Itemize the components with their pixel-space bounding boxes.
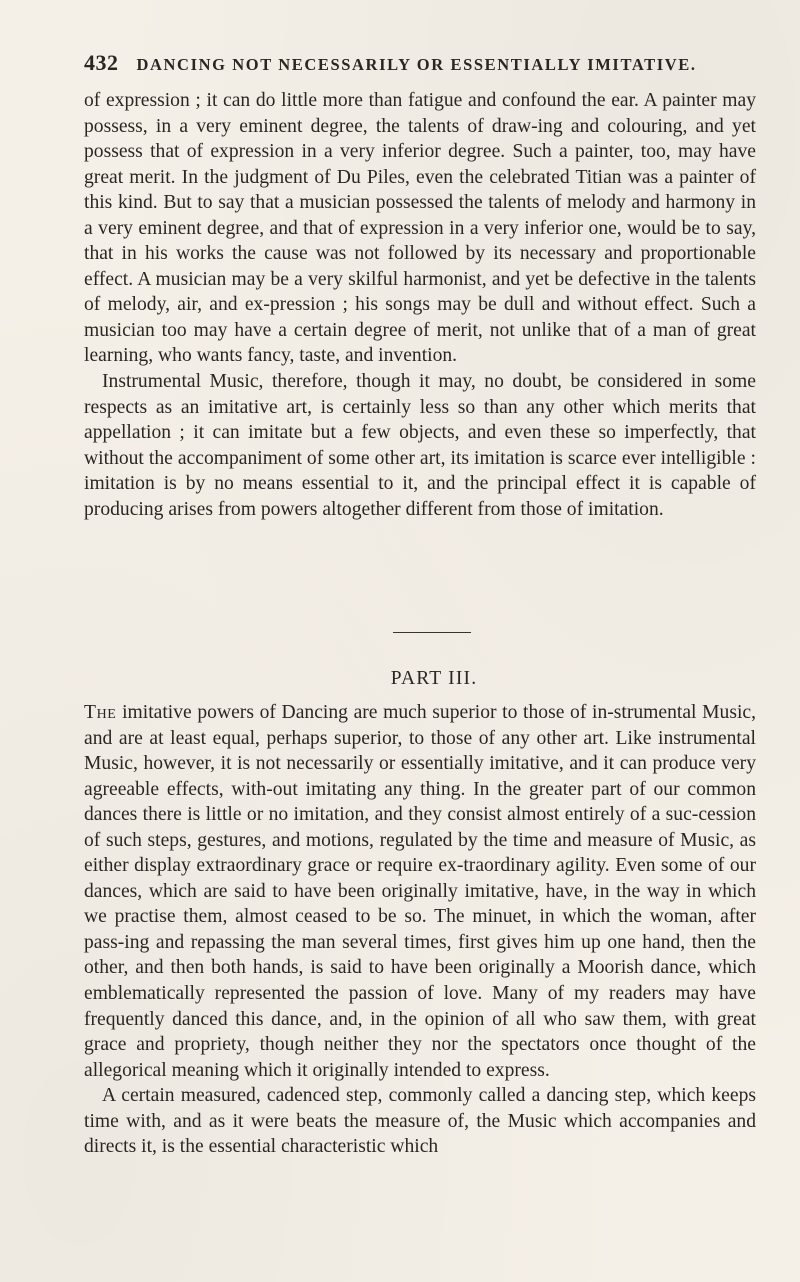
part-heading: PART III. [390,668,478,689]
paragraph-text: imitative powers of Dancing are much superior to those of in-strumental Music, and are at least equal, perhaps superior, to those of any other art. Like instrumental Music, however, it is not necessarily or essentially imitative, and it can produce very agreeable effects, with-out imitating any thing. In the greater part of our common dances there is little or no imitation, and they consist almost entirely of a suc-cession of such steps, gestures, and motions, regulated by the time and measure of Music, as either display extraordinary grace or require ex-traordinary agility. Even some of our dances, which are said to have been originally imitative, have, in the way in which we practise them, almost ceased to be so. The minuet, in which the woman, after pass-ing and repassing the man several times, first gives him up one hand, then the other, and then both hands, is said to have been originally a Moorish dance, which emblematically represented the passion of love. Many of my readers may have frequently danced this dance, and, in the opinion of all who saw them, with great grace and propriety, though neither they nor the spectators once thought of the allegorical meaning which it originally intended to express. [84,702,756,1081]
running-title: DANCING NOT NECESSARILY OR ESSENTIALLY IMITATIVE. [136,55,697,74]
running-head [84,50,784,76]
paragraph: Instrumental Music, therefore, though it may, no doubt, be considered in some respects as an imitative art, is certainly less so than any other which merits that appellation ; it can imitate but a few objects, and even these so imperfectly, that without the accompaniment of some other art, its imitation is scarce ever intelligible : imitation is by no means essential to it, and the principal effect it is capable of producing arises from powers altogether different from those of imitation. [84,371,756,520]
section-two-text [84,700,756,1160]
paragraph: A certain measured, cadenced step, commonly called a dancing step, which keeps time with, and as it were beats the measure of, the Music which accompanies and directs it, is the essential characteristic which [84,1085,756,1158]
page-number: 432 [84,50,119,75]
lead-word: The [84,702,117,723]
section-one-text [84,88,756,522]
section-divider-rule [393,632,471,633]
paragraph [84,700,756,1083]
paragraph: of expression ; it can do little more than fatigue and confound the ear. A painter may possess, in a very eminent degree, the talents of draw-ing and colouring, and yet possess that of expression in a very inferior degree. Such a painter, too, may have great merit. In the judgment of Du Piles, even the celebrated Titian was a painter of this kind. But to say that a musician possessed the talents of melody and harmony in a very eminent degree, and that of expression in a very inferior one, would be to say, that in his works the cause was not followed by its necessary and proportionable effect. A musician may be a very skilful harmonist, and yet be defective in the talents of melody, air, and ex-pression ; his songs may be dull and without effect. Such a musician too may have a certain degree of merit, not unlike that of a man of great learning, who wants fancy, taste, and invention. [84,90,756,367]
